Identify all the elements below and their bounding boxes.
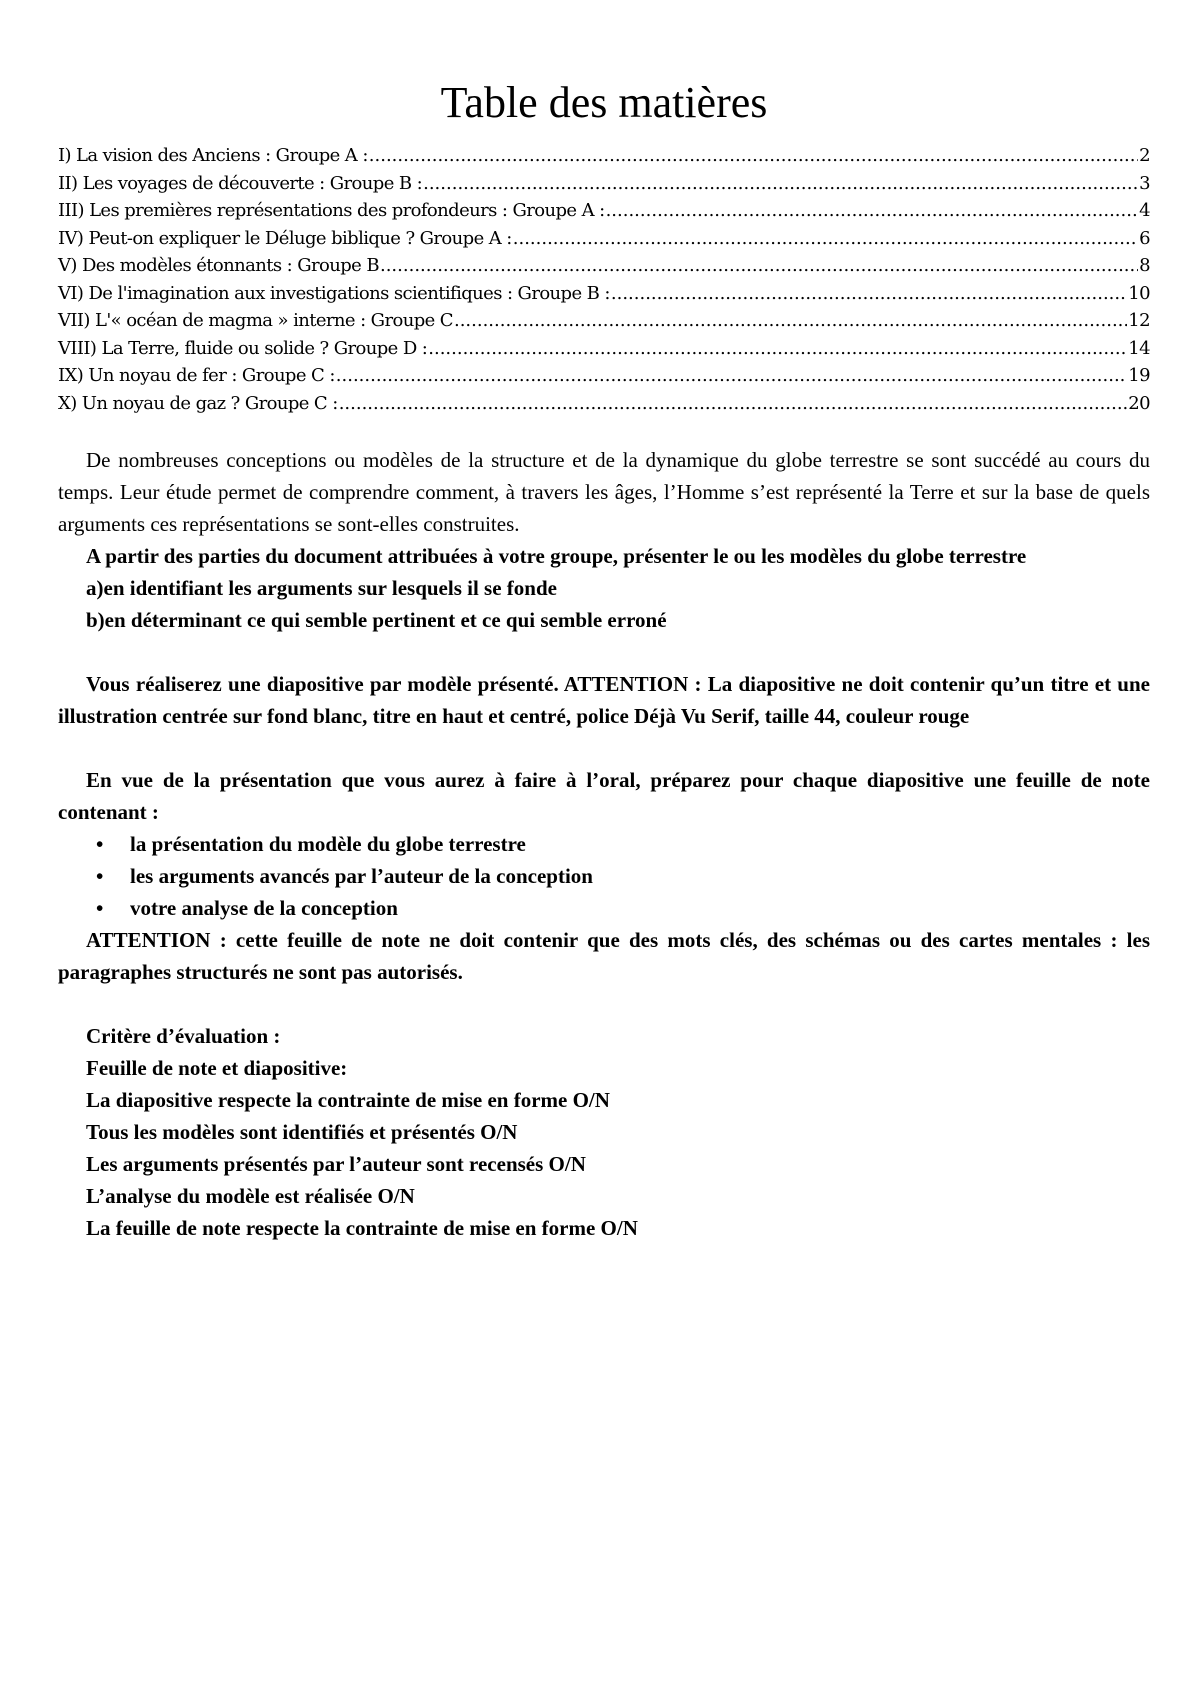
paragraph-spacer (58, 636, 1150, 668)
toc-dot-leader (369, 142, 1138, 170)
toc-entry-text: VII) L'« océan de magma » interne : Groupe C (58, 310, 453, 331)
notes-instruction: En vue de la présentation que vous aurez à faire à l’oral, préparez pour chaque diapositive une feuille de note contenant : (58, 768, 1150, 824)
toc-entry[interactable] (58, 335, 1150, 363)
toc-entry[interactable] (58, 362, 1150, 390)
toc-entry[interactable] (58, 225, 1150, 253)
toc-entry-text: VI) De l'imagination aux investigations scientifiques : Groupe B : (58, 282, 610, 304)
list-item (58, 892, 1150, 924)
toc-entry-text: IX) Un noyau de fer : Groupe C : (58, 365, 335, 386)
toc-entry[interactable] (58, 390, 1150, 418)
toc-dot-leader (513, 225, 1138, 253)
bullet-text: la présentation du modèle du globe terrestre (130, 832, 526, 856)
toc-dot-leader (428, 335, 1127, 363)
toc-dot-leader (606, 197, 1139, 225)
toc-entry[interactable] (58, 170, 1150, 198)
toc-entry[interactable] (58, 252, 1150, 280)
bullet-text: votre analyse de la conception (130, 896, 398, 920)
criteria-item: La feuille de note respecte la contrainte de mise en forme O/N (86, 1216, 638, 1240)
criteria-title: Critère d’évaluation : (86, 1024, 281, 1048)
paragraph-spacer (58, 988, 1150, 1020)
toc-entry-text: IV) Peut-on expliquer le Déluge biblique ? Groupe A : (58, 227, 512, 249)
toc-dot-leader (380, 252, 1138, 280)
toc-page-number: 4 (1139, 200, 1150, 221)
toc-page-number: 8 (1139, 255, 1150, 276)
criteria-subtitle: Feuille de note et diapositive: (86, 1056, 348, 1080)
toc-page-number: 6 (1139, 227, 1150, 249)
toc-entry-text: I) La vision des Anciens : Groupe A : (58, 145, 368, 166)
intro-paragraph: De nombreuses conceptions ou modèles de la structure et de la dynamique du globe terrestre se sont succédé au cours du temps. Leur étude permet de comprendre comment, à travers les âges, l’Homme s’est représenté la Terre et sur la base de quels arguments ces représentations se sont-elles construites. (58, 448, 1150, 536)
toc-entry[interactable] (58, 142, 1150, 170)
paragraph-spacer (58, 732, 1150, 764)
toc-page-number: 2 (1139, 145, 1150, 166)
toc-entry[interactable] (58, 307, 1150, 335)
document-page (58, 0, 1150, 1244)
task-item-b: b)en déterminant ce qui semble pertinent et ce qui semble erroné (86, 608, 667, 632)
toc-title: Table des matières (440, 78, 768, 127)
bullet-text: les arguments avancés par l’auteur de la conception (130, 864, 593, 888)
bullet-marker: • (96, 864, 104, 888)
toc-page-number: 12 (1128, 310, 1150, 331)
toc-entry-text: III) Les premières représentations des profondeurs : Groupe A : (58, 200, 605, 221)
toc-entry-text: VIII) La Terre, fluide ou solide ? Groupe D : (58, 337, 428, 359)
toc-dot-leader (423, 170, 1138, 198)
toc-page-number: 19 (1128, 365, 1150, 386)
bullet-marker: • (96, 832, 104, 856)
toc-entry-text: X) Un noyau de gaz ? Groupe C : (58, 392, 338, 414)
table-of-contents (58, 142, 1150, 417)
criteria-item: La diapositive respecte la contrainte de mise en forme O/N (86, 1088, 610, 1112)
toc-page-number: 20 (1128, 392, 1150, 414)
criteria-item: L’analyse du modèle est réalisée O/N (86, 1184, 415, 1208)
notes-bullet-list (58, 828, 1150, 924)
toc-entry[interactable] (58, 197, 1150, 225)
bullet-marker: • (96, 896, 104, 920)
toc-dot-leader (611, 280, 1127, 308)
document-body (58, 444, 1150, 1244)
toc-page-number: 10 (1128, 282, 1150, 304)
toc-page-number: 14 (1128, 337, 1150, 359)
task-instruction: A partir des parties du document attribuées à votre groupe, présenter le ou les modèles du globe terrestre (86, 544, 1027, 568)
task-item-a: a)en identifiant les arguments sur lesquels il se fonde (86, 576, 557, 600)
toc-page-number: 3 (1139, 172, 1150, 194)
criteria-item: Les arguments présentés par l’auteur sont recensés O/N (86, 1152, 586, 1176)
list-item (58, 828, 1150, 860)
toc-dot-leader (339, 390, 1128, 418)
criteria-item: Tous les modèles sont identifiés et présentés O/N (86, 1120, 518, 1144)
toc-entry-text: V) Des modèles étonnants : Groupe B (58, 255, 379, 276)
toc-dot-leader (454, 307, 1127, 335)
notes-attention: ATTENTION : cette feuille de note ne doit contenir que des mots clés, des schémas ou des cartes mentales : les paragraphes structurés ne sont pas autorisés. (58, 928, 1150, 984)
slide-instruction: Vous réaliserez une diapositive par modèle présenté. ATTENTION : La diapositive ne doit contenir qu’un titre et une illustration centrée sur fond blanc, titre en haut et centré, police Déjà Vu Serif, taille 44, couleur rouge (58, 672, 1150, 728)
toc-entry-text: II) Les voyages de découverte : Groupe B : (58, 172, 423, 194)
toc-dot-leader (336, 362, 1127, 390)
list-item (58, 860, 1150, 892)
toc-entry[interactable] (58, 280, 1150, 308)
